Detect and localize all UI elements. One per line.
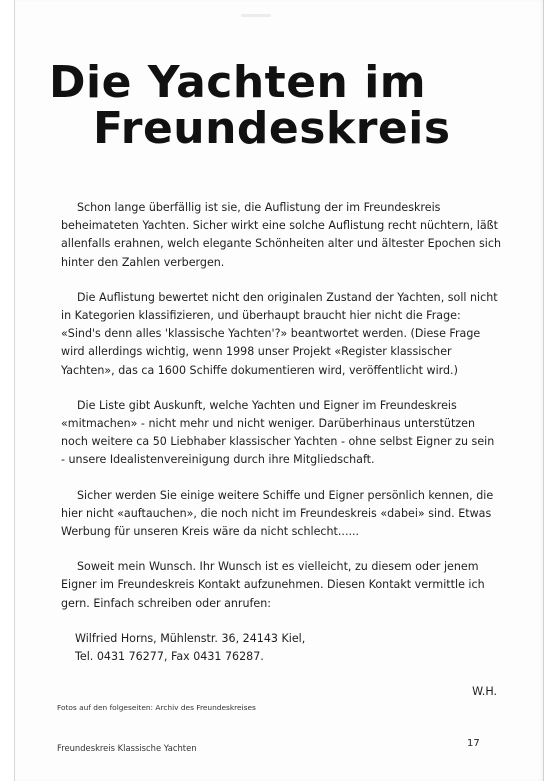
article-body: [61, 199, 501, 701]
page-number: 17: [467, 738, 480, 749]
paragraph-2: Die Auflistung bewertet nicht den originalen Zustand der Yachten, soll nicht in Kategorien klassifizieren, und überhaupt braucht hier nicht die Frage: «Sind's denn alles 'klassische Yachten'?» beantwortet werden. (Diese Frage wird allerdings wichtig, wenn 1998 unser Projekt «Register klassischer Yachten», das ca 1600 Schiffe dokumentieren wird, veröffentlicht wird.): [61, 290, 498, 377]
address-line-1: Wilfried Horns, Mühlenstr. 36, 24143 Kiel,: [75, 631, 306, 645]
contact-address: [75, 630, 501, 666]
photo-credit: Fotos auf den folgeseiten: Archiv des Freundeskreises: [57, 703, 256, 712]
paragraph-3: Die Liste gibt Auskunft, welche Yachten und Eigner im Freundeskreis «mitmachen» - nicht mehr und nicht weniger. Darüberhinaus unterstützen noch weitere ca 50 Liebhaber klassischer Yachten - ohne selbst Eigner zu sein - unsere Idealistenvereinigung durch ihre Mitgliedschaft.: [61, 398, 495, 467]
paragraph-1: Schon lange überfällig ist sie, die Auflistung der im Freundeskreis beheimateten Yachten. Sicher wirkt eine solche Auflistung recht nüchtern, läßt allenfalls erahnen, welch elegante Schönheiten alter und ältester Epochen sich hinter den Zahlen verbergen.: [61, 201, 501, 269]
paragraph-5: Soweit mein Wunsch. Ihr Wunsch ist es vielleicht, zu diesem oder jenem Eigner im Freundeskreis Kontakt aufzunehmen. Diesen Kontakt vermittle ich gern. Einfach schreiben oder anrufen:: [61, 560, 485, 610]
signature: W.H.: [472, 685, 497, 699]
footer-publication: Freundeskreis Klassische Yachten: [57, 743, 197, 753]
title-line-2: Freundeskreis: [93, 103, 451, 154]
scan-mark: [241, 14, 271, 17]
paragraph-4: Sicher werden Sie einige weitere Schiffe und Eigner persönlich kennen, die hier nicht «auftauchen», die noch nicht im Freundeskreis «dabei» sind. Etwas Werbung für unseren Kreis wäre da nicht schlecht......: [61, 488, 494, 539]
address-line-2: Tel. 0431 76277, Fax 0431 76287.: [75, 650, 264, 664]
document-page: [14, 0, 544, 781]
page-title: [49, 57, 451, 154]
title-line-1: Die Yachten im: [49, 57, 427, 108]
